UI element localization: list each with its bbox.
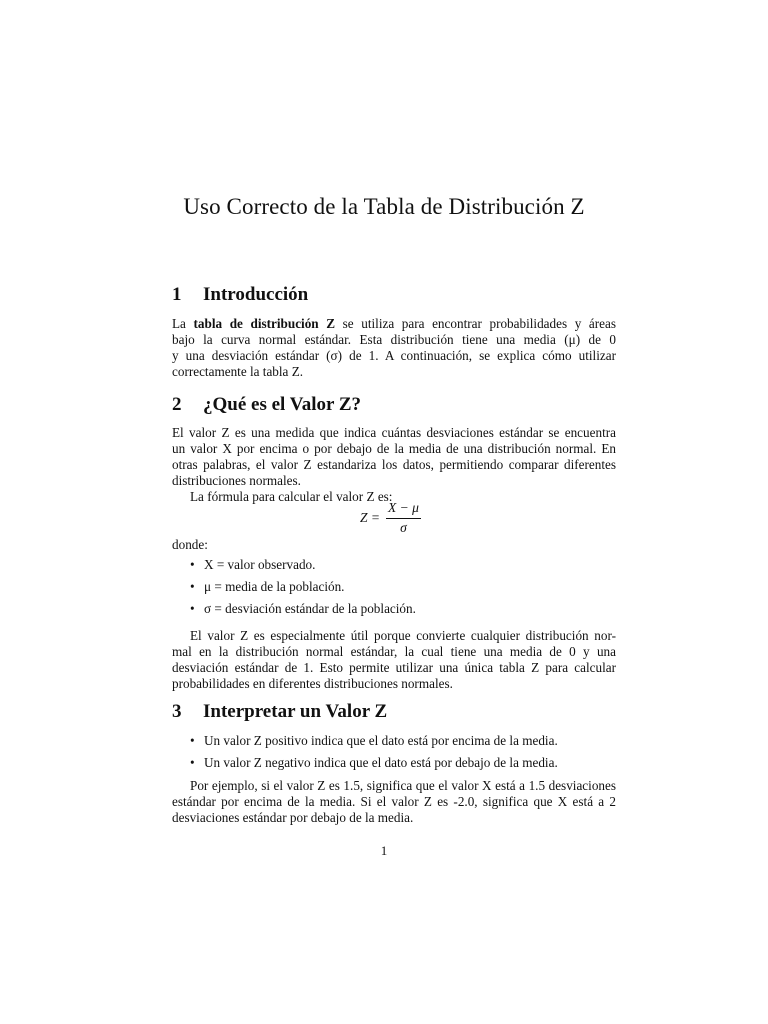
- valor-z-paragraph-2: [172, 628, 616, 692]
- text-line: otras palabras, el valor Z estandariza los datos, permitiendo comparar diferentes: [172, 457, 616, 472]
- bold-term: tabla de distribución Z: [193, 316, 336, 331]
- document-title: Uso Correcto de la Tabla de Distribución Z: [183, 194, 585, 219]
- text-line: estándar por encima de la media. Si el valor Z es -2.0, significa que X está a 2: [172, 794, 616, 809]
- section-3-heading: [172, 701, 387, 723]
- section-number: 2: [172, 394, 182, 415]
- text-line: La fórmula para calcular el valor Z es:: [190, 489, 393, 504]
- text-line: y una desviación estándar (σ) de 1. A continuación, se explica cómo utilizar: [172, 348, 616, 363]
- list-item: • Un valor Z negativo indica que el dato está por debajo de la media.: [190, 755, 620, 771]
- formula-numerator: X − μ: [386, 500, 421, 519]
- interpretar-paragraph: [172, 778, 616, 826]
- text-line: un valor X por encima o por debajo de la media de una distribución normal. En: [172, 441, 616, 456]
- formula-fraction: [386, 500, 421, 536]
- donde-label: donde:: [172, 537, 208, 552]
- list-item: • X = valor observado.: [190, 557, 620, 573]
- list-item: • μ = media de la población.: [190, 579, 620, 595]
- text-line: El valor Z es una medida que indica cuántas desviaciones estándar se encuentra: [172, 425, 616, 440]
- section-title: ¿Qué es el Valor Z?: [203, 394, 361, 415]
- section-number: 3: [172, 701, 182, 722]
- text-line: distribuciones normales.: [172, 473, 301, 488]
- text-line: El valor Z es especialmente útil porque convierte cualquier distribución nor-: [190, 628, 616, 643]
- list-item: • Un valor Z positivo indica que el dato está por encima de la media.: [190, 733, 620, 749]
- intro-paragraph: [172, 316, 616, 380]
- valor-z-paragraph-1: [172, 425, 616, 505]
- list-item: • σ = desviación estándar de la población.: [190, 601, 620, 617]
- formula-denominator: σ: [400, 520, 407, 535]
- z-formula: [360, 500, 421, 536]
- section-title: Interpretar un Valor Z: [203, 701, 388, 722]
- text-line: desviaciones estándar por debajo de la media.: [172, 810, 414, 825]
- section-title: Introducción: [203, 284, 309, 305]
- section-2-heading: [172, 394, 361, 416]
- page-number: 1: [380, 843, 388, 858]
- text-line: desviación estándar de 1. Esto permite utilizar una única tabla Z para calcular: [172, 660, 616, 675]
- section-number: 1: [172, 284, 182, 305]
- formula-lhs: Z =: [360, 510, 380, 525]
- interpretation-list: [190, 733, 620, 771]
- text-line: La tabla de distribución Z se utiliza para encontrar probabilidades y áreas: [172, 316, 616, 331]
- variable-definitions-list: [190, 557, 620, 617]
- text-line: probabilidades en diferentes distribuciones normales.: [172, 676, 453, 691]
- text-line: bajo la curva normal estándar. Esta distribución tiene una media (μ) de 0: [172, 332, 616, 347]
- text-line: correctamente la tabla Z.: [172, 364, 304, 379]
- text-line: mal en la distribución normal estándar, la cual tiene una media de 0 y una: [172, 644, 616, 659]
- section-1-heading: [172, 284, 308, 306]
- text-line: Por ejemplo, si el valor Z es 1.5, significa que el valor X está a 1.5 desviaciones: [190, 778, 616, 793]
